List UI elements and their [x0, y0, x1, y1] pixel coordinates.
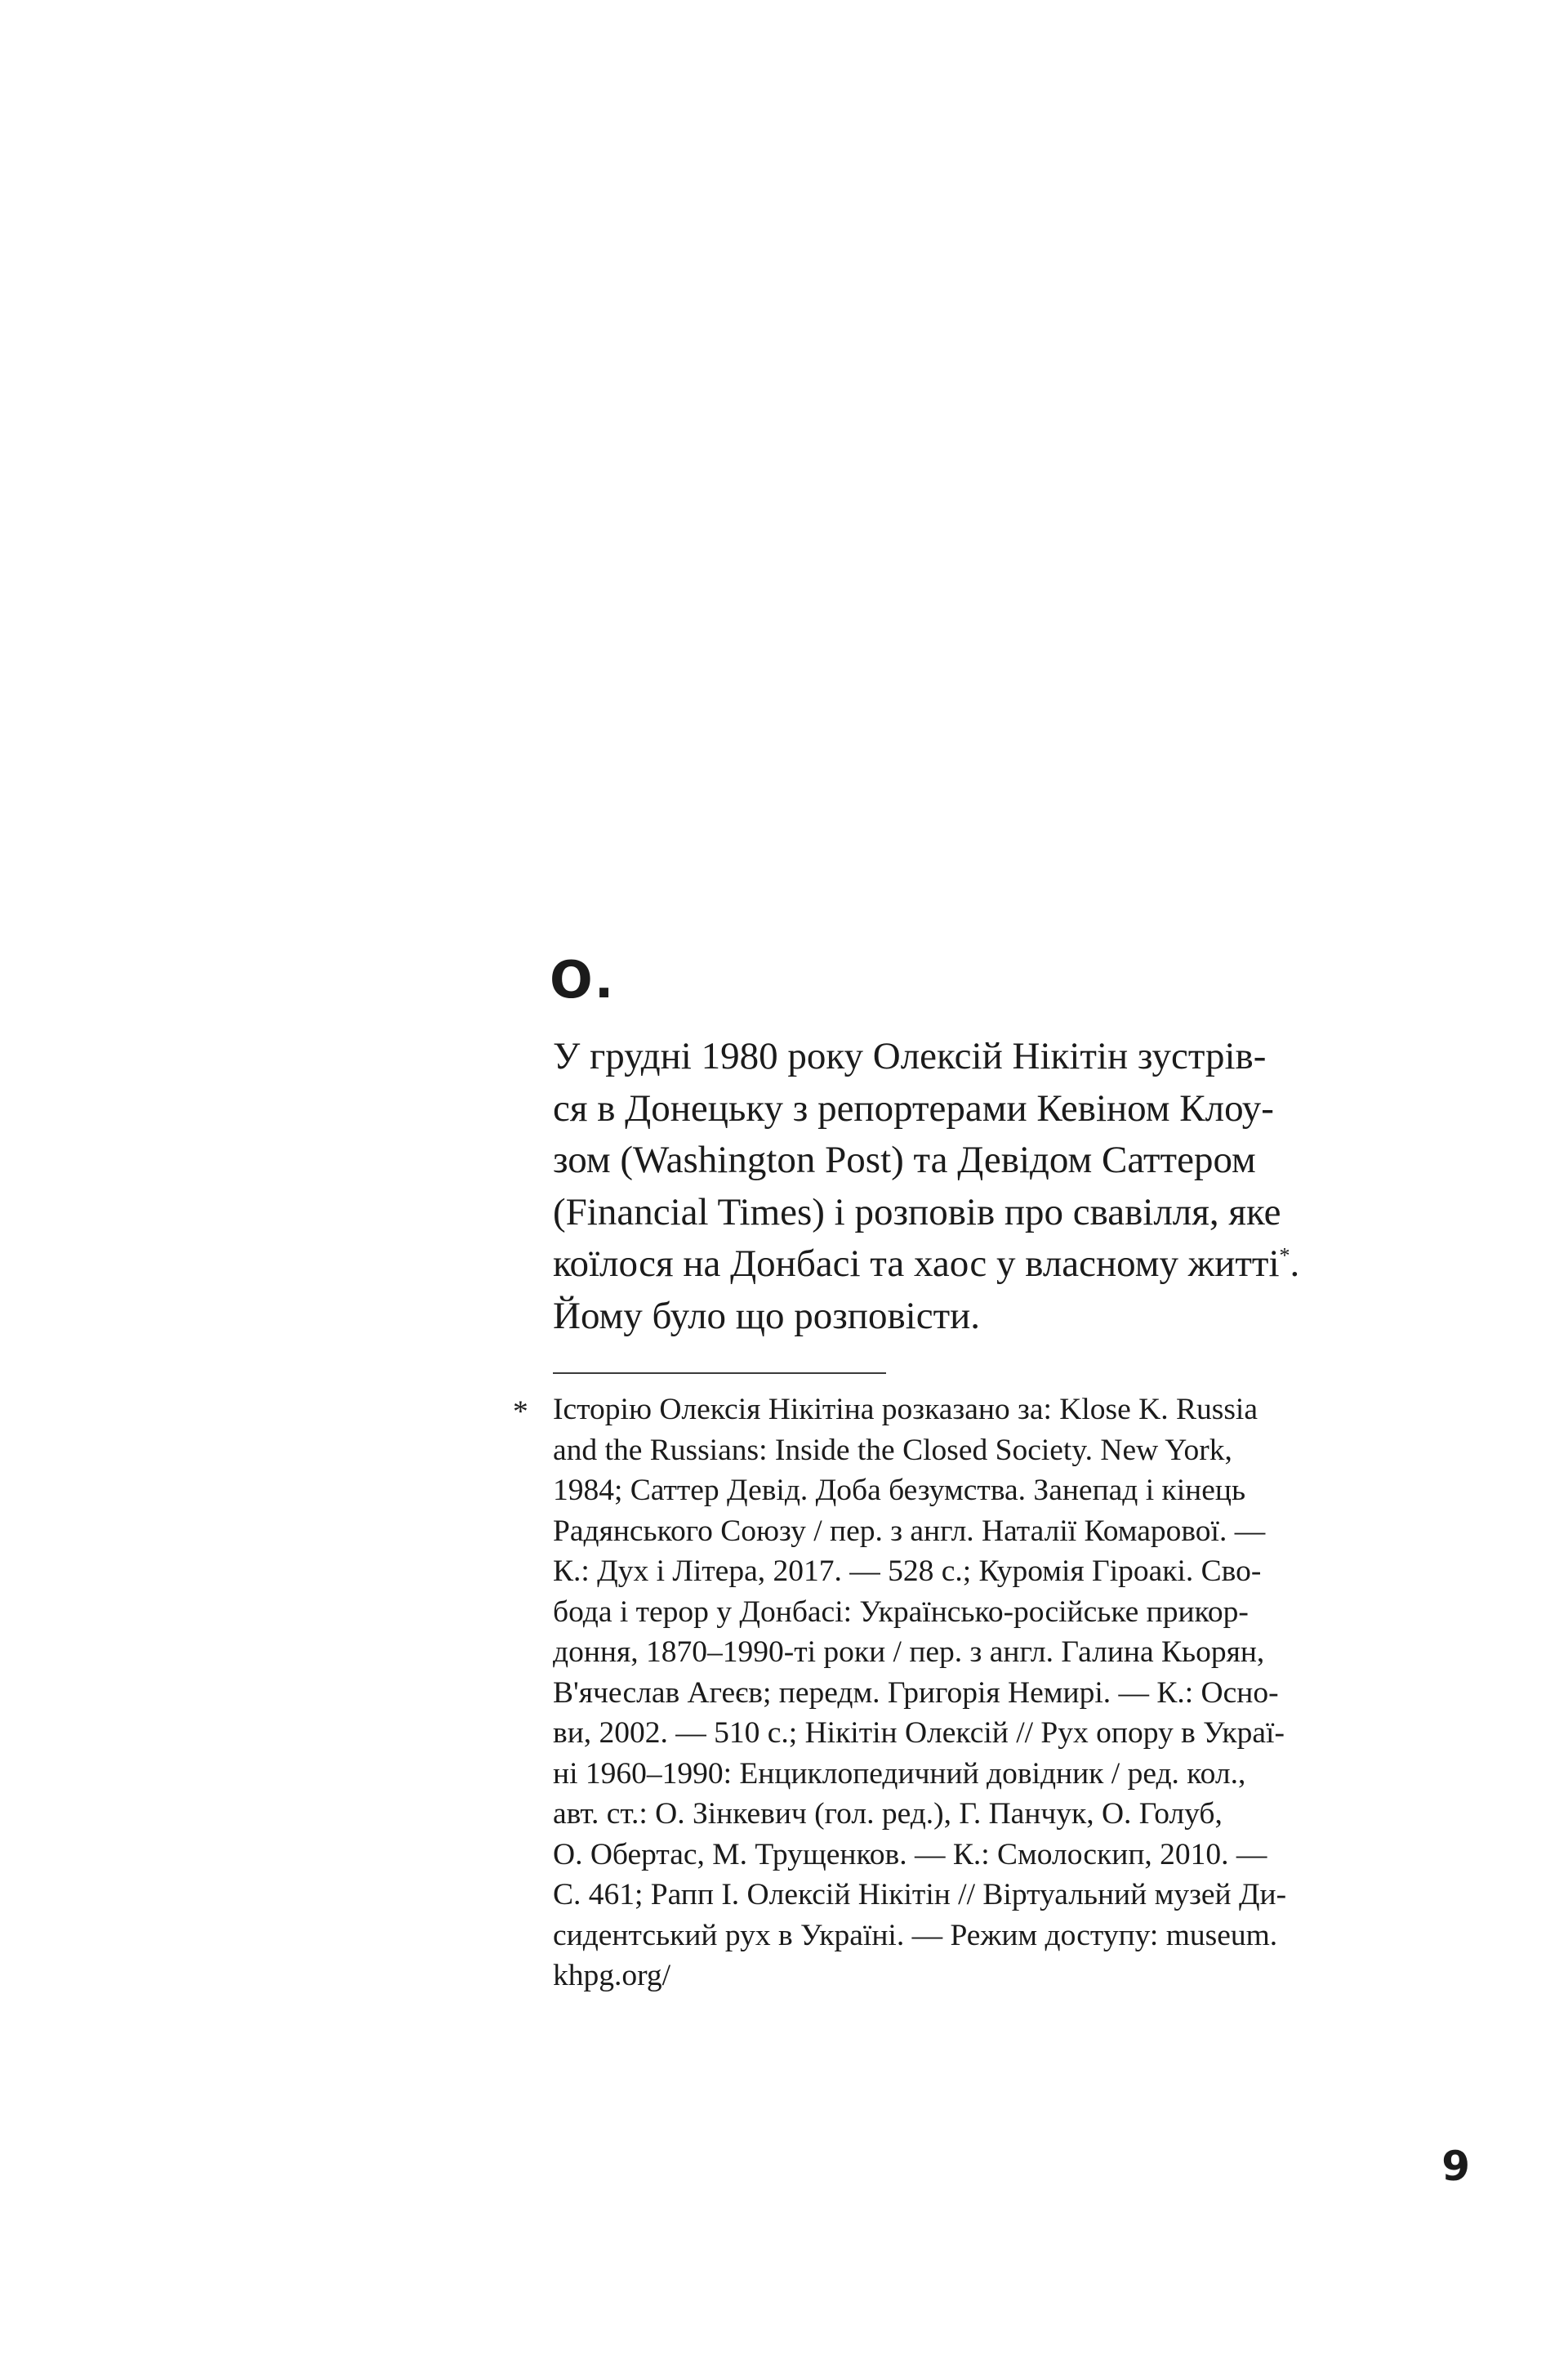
paragraph-line: У грудні 1980 року Олексій Нікітін зустрів-: [553, 1035, 1267, 1077]
paragraph-line-text: коїлося на Донбасі та хаос у власному житті: [553, 1242, 1280, 1285]
footnote-line: доння, 1870–1990-ті роки / пер. з англ. Галина Кьорян,: [553, 1635, 1265, 1669]
footnote-line: С. 461; Рапп І. Олексій Нікітін // Віртуальний музей Ди-: [553, 1878, 1287, 1911]
paragraph-line: [553, 1238, 1361, 1291]
footnote-line: К.: Дух і Літера, 2017. — 528 с.; Куромія Гіроакі. Сво-: [553, 1554, 1262, 1588]
footnote-line: khpg.org/: [553, 1959, 671, 1992]
paragraph-line: зом (Washington Post) та Девідом Саттером: [553, 1139, 1256, 1181]
footnote-reference[interactable]: *: [1279, 1243, 1290, 1268]
footnote-line: бода і терор у Донбасі: Українсько-російське прикор-: [553, 1595, 1249, 1629]
section-heading: О.: [550, 950, 616, 1010]
page-number: 9: [1441, 2143, 1470, 2190]
footnote-line: Радянського Союзу / пер. з англ. Наталії Комарової. —: [553, 1514, 1266, 1548]
footnote-line: авт. ст.: О. Зінкевич (гол. ред.), Г. Панчук, О. Голуб,: [553, 1797, 1223, 1831]
footnote-line: О. Обертас, М. Трущенков. — К.: Смолоскип, 2010. —: [553, 1837, 1267, 1871]
paragraph-line-end: .: [1290, 1242, 1300, 1285]
paragraph-line: Йому було що розповісти.: [553, 1294, 981, 1337]
footnote-line: 1984; Саттер Девід. Доба безумства. Занепад і кінець: [553, 1474, 1246, 1507]
footnote-divider: [553, 1372, 886, 1374]
footnote-text: [553, 1389, 1370, 1996]
footnote-line: В'ячеслав Агеєв; передм. Григорія Немирі. — К.: Осно-: [553, 1675, 1279, 1710]
footnote-line: сидентський рух в Україні. — Режим доступу: museum.: [553, 1918, 1278, 1952]
footnote-line: Історію Олексія Нікітіна розказано за: Klose K. Russia: [553, 1393, 1258, 1426]
footnote-line: and the Russians: Inside the Closed Society. New York,: [553, 1433, 1232, 1467]
paragraph-line: ся в Донецьку з репортерами Кевіном Клоу-: [553, 1086, 1274, 1130]
footnote-marker: *: [513, 1395, 528, 1429]
paragraph-line: (Financial Times) і розповів про свавілля, яке: [553, 1190, 1281, 1233]
footnote-line: ні 1960–1990: Енциклопедичний довідник / ред. кол.,: [553, 1756, 1246, 1791]
main-paragraph: [553, 1031, 1361, 1342]
footnote-line: ви, 2002. — 510 с.; Нікітін Олексій // Рух опору в Украї-: [553, 1716, 1285, 1750]
